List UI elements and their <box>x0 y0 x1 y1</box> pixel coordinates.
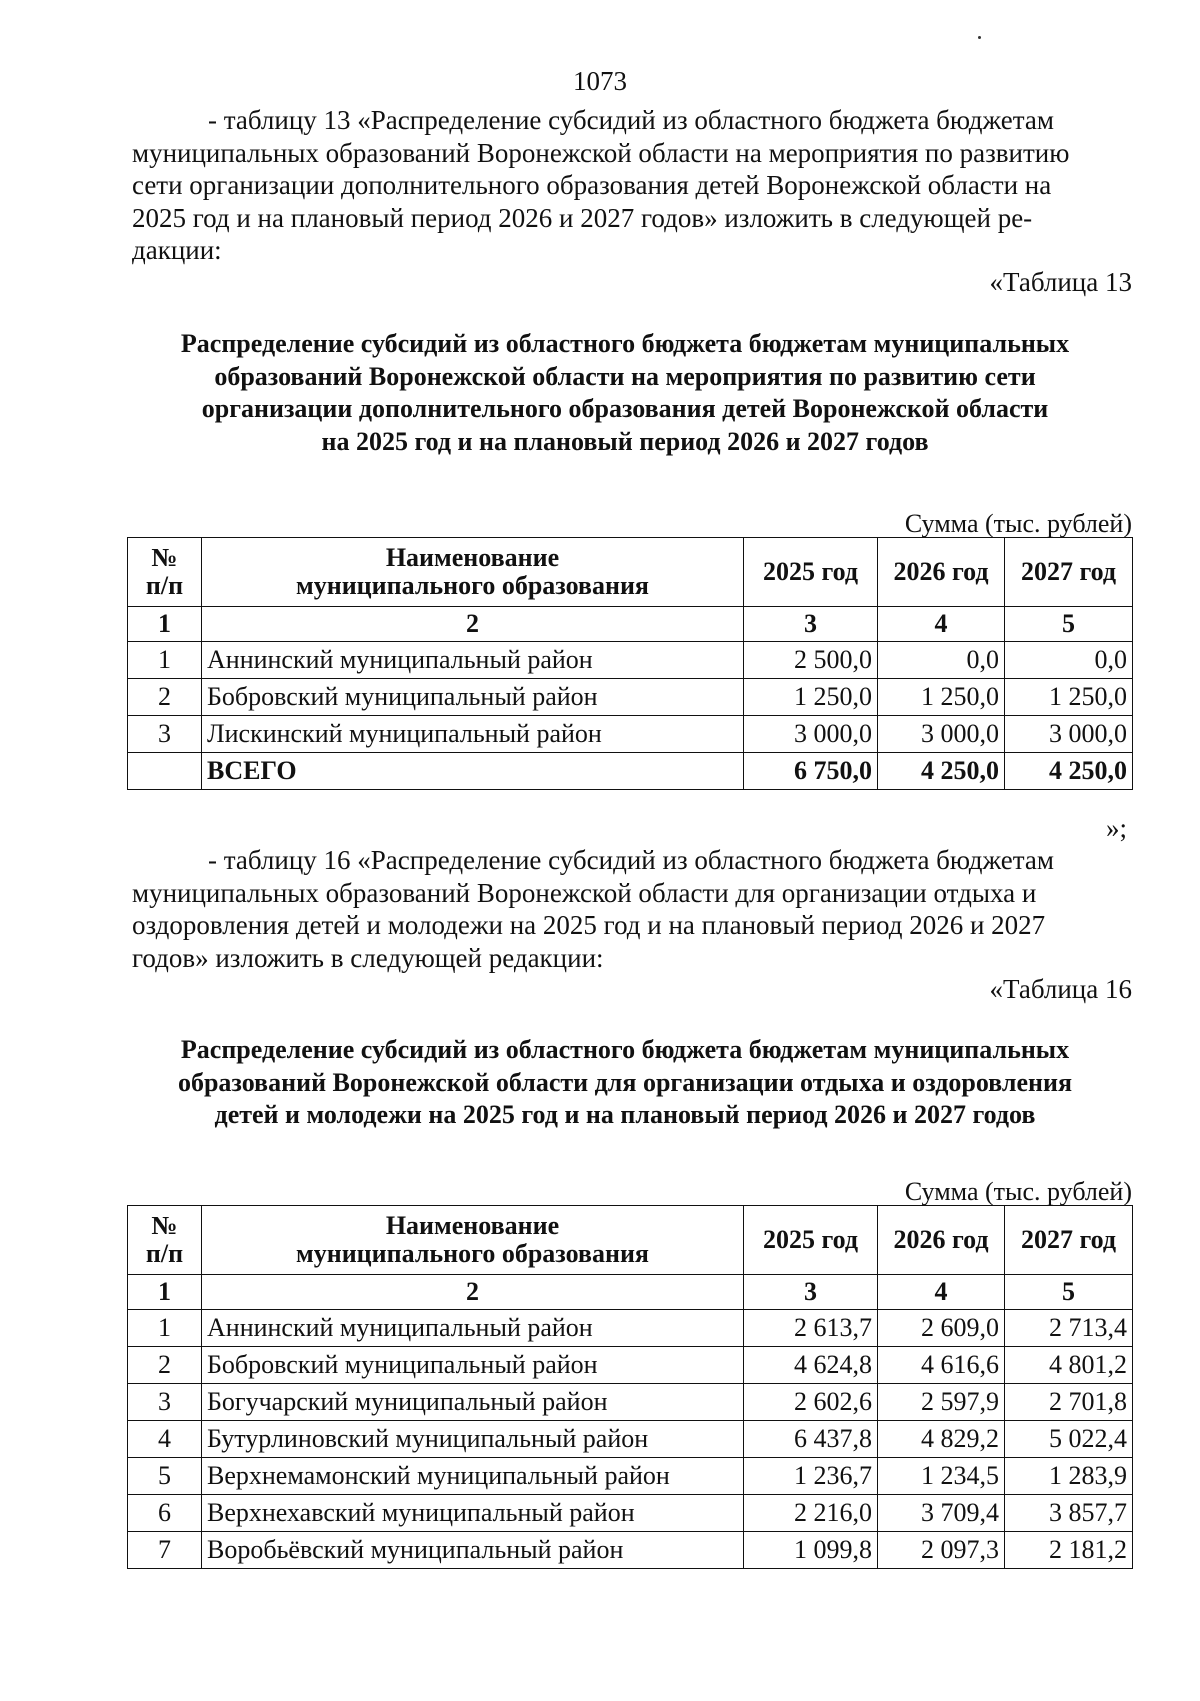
row-2027: 5 022,4 <box>1005 1421 1133 1458</box>
row-2026: 4 829,2 <box>878 1421 1005 1458</box>
table16-heading-line-1: Распределение субсидий из областного бюджета бюджетам муниципальных <box>180 1035 1070 1064</box>
intro-paragraph-table16 <box>132 844 1132 974</box>
row-2025: 6 437,8 <box>744 1421 878 1458</box>
row-2027: 4 801,2 <box>1005 1347 1133 1384</box>
row-name: Лискинский муниципальный район <box>202 716 744 753</box>
total-num <box>128 753 202 790</box>
row-num: 3 <box>128 1384 202 1421</box>
table-row <box>128 1495 1133 1532</box>
row-2025: 4 624,8 <box>744 1347 878 1384</box>
table16-heading <box>120 1034 1130 1132</box>
row-2025: 1 099,8 <box>744 1532 878 1569</box>
intro2-line-1-text: - таблицу 16 «Распределение субсидий из областного бюджета бюджетам <box>208 845 1054 875</box>
table13-units: Сумма (тыс. рублей) <box>904 509 1132 538</box>
table13 <box>127 537 1133 790</box>
row-2026: 2 597,9 <box>878 1384 1005 1421</box>
table13-heading-line-4: на 2025 год и на плановый период 2026 и 2027 годов <box>321 426 929 456</box>
table13-total-row <box>128 753 1133 790</box>
row-num: 4 <box>128 1421 202 1458</box>
colnum-2: 2 <box>202 1275 744 1310</box>
total-2027: 4 250,0 <box>1005 753 1133 790</box>
header-num <box>128 538 202 607</box>
table-row <box>128 679 1133 716</box>
intro1-line-3: сети организации дополнительного образования детей Воронежской области на <box>132 170 1052 200</box>
colnum-4: 4 <box>878 607 1005 642</box>
table16-heading-line-3: детей и молодежи на 2025 год и на плановый период 2026 и 2027 годов <box>214 1100 1036 1129</box>
colnum-1: 1 <box>128 607 202 642</box>
table13-label: «Таблица 13 <box>989 267 1132 297</box>
row-2026: 3 000,0 <box>878 716 1005 753</box>
row-2027: 2 701,8 <box>1005 1384 1133 1421</box>
row-2025: 2 500,0 <box>744 642 878 679</box>
intro2-line-1 <box>132 844 1132 877</box>
total-label: ВСЕГО <box>202 753 744 790</box>
row-num: 6 <box>128 1495 202 1532</box>
colnum-3: 3 <box>744 607 878 642</box>
row-2027: 1 283,9 <box>1005 1458 1133 1495</box>
row-2026: 1 250,0 <box>878 679 1005 716</box>
header-2025: 2025 год <box>744 538 878 607</box>
table13-colnum-row <box>128 607 1133 642</box>
intro1-line-2: муниципальных образований Воронежской области на мероприятия по развитию <box>132 137 1070 168</box>
table16 <box>127 1205 1133 1569</box>
colnum-1: 1 <box>128 1275 202 1310</box>
table-row <box>128 716 1133 753</box>
header-2026: 2026 год <box>878 538 1005 607</box>
table13-closing-quote: »; <box>1106 813 1128 843</box>
colnum-2: 2 <box>202 607 744 642</box>
row-2027: 3 857,7 <box>1005 1495 1133 1532</box>
intro1-line-5: дакции: <box>132 235 222 265</box>
row-name: Воробьёвский муниципальный район <box>202 1532 744 1569</box>
scan-speck <box>978 36 981 39</box>
header-name-line2: муниципального образования <box>296 571 649 600</box>
table16-label: «Таблица 16 <box>989 974 1132 1004</box>
colnum-5: 5 <box>1005 1275 1133 1310</box>
row-2025: 2 216,0 <box>744 1495 878 1532</box>
table16-colnum-row <box>128 1275 1133 1310</box>
header-num <box>128 1206 202 1275</box>
row-2025: 2 613,7 <box>744 1310 878 1347</box>
intro2-line-2: муниципальных образований Воронежской области для организации отдыха и <box>132 877 1037 908</box>
header-name-line1: Наименование <box>385 543 560 572</box>
row-num: 2 <box>128 1347 202 1384</box>
row-2026: 2 609,0 <box>878 1310 1005 1347</box>
table13-heading-line-2: образований Воронежской области на мероприятия по развитию сети <box>214 361 1036 391</box>
row-name: Бобровский муниципальный район <box>202 1347 744 1384</box>
colnum-3: 3 <box>744 1275 878 1310</box>
table16-header-row <box>128 1206 1133 1275</box>
table16-heading-line-2: образований Воронежской области для организации отдыха и оздоровления <box>177 1067 1073 1097</box>
intro2-line-4: годов» изложить в следующей редакции: <box>132 942 604 973</box>
intro1-line-4: 2025 год и на плановый период 2026 и 2027 годов» изложить в следующей ре- <box>132 202 1033 233</box>
row-2027: 2 181,2 <box>1005 1532 1133 1569</box>
header-num-line2: п/п <box>145 571 184 600</box>
colnum-5: 5 <box>1005 607 1133 642</box>
header-2026: 2026 год <box>878 1206 1005 1275</box>
intro-paragraph-table13 <box>132 104 1132 267</box>
header-2027: 2027 год <box>1005 1206 1133 1275</box>
row-2025: 2 602,6 <box>744 1384 878 1421</box>
table-row <box>128 1458 1133 1495</box>
table-row <box>128 1310 1133 1347</box>
table16-units: Сумма (тыс. рублей) <box>904 1177 1132 1206</box>
intro2-line-3: оздоровления детей и молодежи на 2025 год и на плановый период 2026 и 2027 <box>132 910 1046 940</box>
table13-header-row <box>128 538 1133 607</box>
row-2027: 0,0 <box>1005 642 1133 679</box>
table13-heading <box>120 328 1130 458</box>
row-name: Богучарский муниципальный район <box>202 1384 744 1421</box>
row-2026: 4 616,6 <box>878 1347 1005 1384</box>
table-row <box>128 1384 1133 1421</box>
row-num: 2 <box>128 679 202 716</box>
header-2027: 2027 год <box>1005 538 1133 607</box>
row-2025: 1 250,0 <box>744 679 878 716</box>
table-row <box>128 1347 1133 1384</box>
row-2026: 3 709,4 <box>878 1495 1005 1532</box>
row-2025: 1 236,7 <box>744 1458 878 1495</box>
row-num: 1 <box>128 642 202 679</box>
header-num-line2: п/п <box>145 1239 184 1268</box>
row-name: Верхнемамонский муниципальный район <box>202 1458 744 1495</box>
intro1-line-1-text: - таблицу 13 «Распределение субсидий из областного бюджета бюджетам <box>208 105 1054 135</box>
row-num: 7 <box>128 1532 202 1569</box>
table13-heading-line-1: Распределение субсидий из областного бюджета бюджетам муниципальных <box>180 329 1070 358</box>
header-name-line2: муниципального образования <box>296 1239 649 1268</box>
table-row <box>128 1532 1133 1569</box>
header-num-line1: № <box>151 543 178 572</box>
total-2026: 4 250,0 <box>878 753 1005 790</box>
intro1-line-1 <box>132 104 1132 137</box>
page-number: 1073 <box>573 66 627 96</box>
header-name <box>202 538 744 607</box>
row-2026: 2 097,3 <box>878 1532 1005 1569</box>
row-num: 1 <box>128 1310 202 1347</box>
row-2026: 0,0 <box>878 642 1005 679</box>
row-name: Бобровский муниципальный район <box>202 679 744 716</box>
table-row <box>128 1421 1133 1458</box>
table13-heading-line-3: организации дополнительного образования детей Воронежской области <box>201 394 1049 423</box>
row-2027: 3 000,0 <box>1005 716 1133 753</box>
header-num-line1: № <box>151 1211 178 1240</box>
row-2025: 3 000,0 <box>744 716 878 753</box>
table-row <box>128 642 1133 679</box>
row-num: 5 <box>128 1458 202 1495</box>
header-2025: 2025 год <box>744 1206 878 1275</box>
row-2027: 1 250,0 <box>1005 679 1133 716</box>
row-name: Верхнехавский муниципальный район <box>202 1495 744 1532</box>
header-name <box>202 1206 744 1275</box>
row-name: Аннинский муниципальный район <box>202 1310 744 1347</box>
total-2025: 6 750,0 <box>744 753 878 790</box>
row-name: Аннинский муниципальный район <box>202 642 744 679</box>
row-2026: 1 234,5 <box>878 1458 1005 1495</box>
row-name: Бутурлиновский муниципальный район <box>202 1421 744 1458</box>
row-num: 3 <box>128 716 202 753</box>
row-2027: 2 713,4 <box>1005 1310 1133 1347</box>
header-name-line1: Наименование <box>385 1211 560 1240</box>
colnum-4: 4 <box>878 1275 1005 1310</box>
